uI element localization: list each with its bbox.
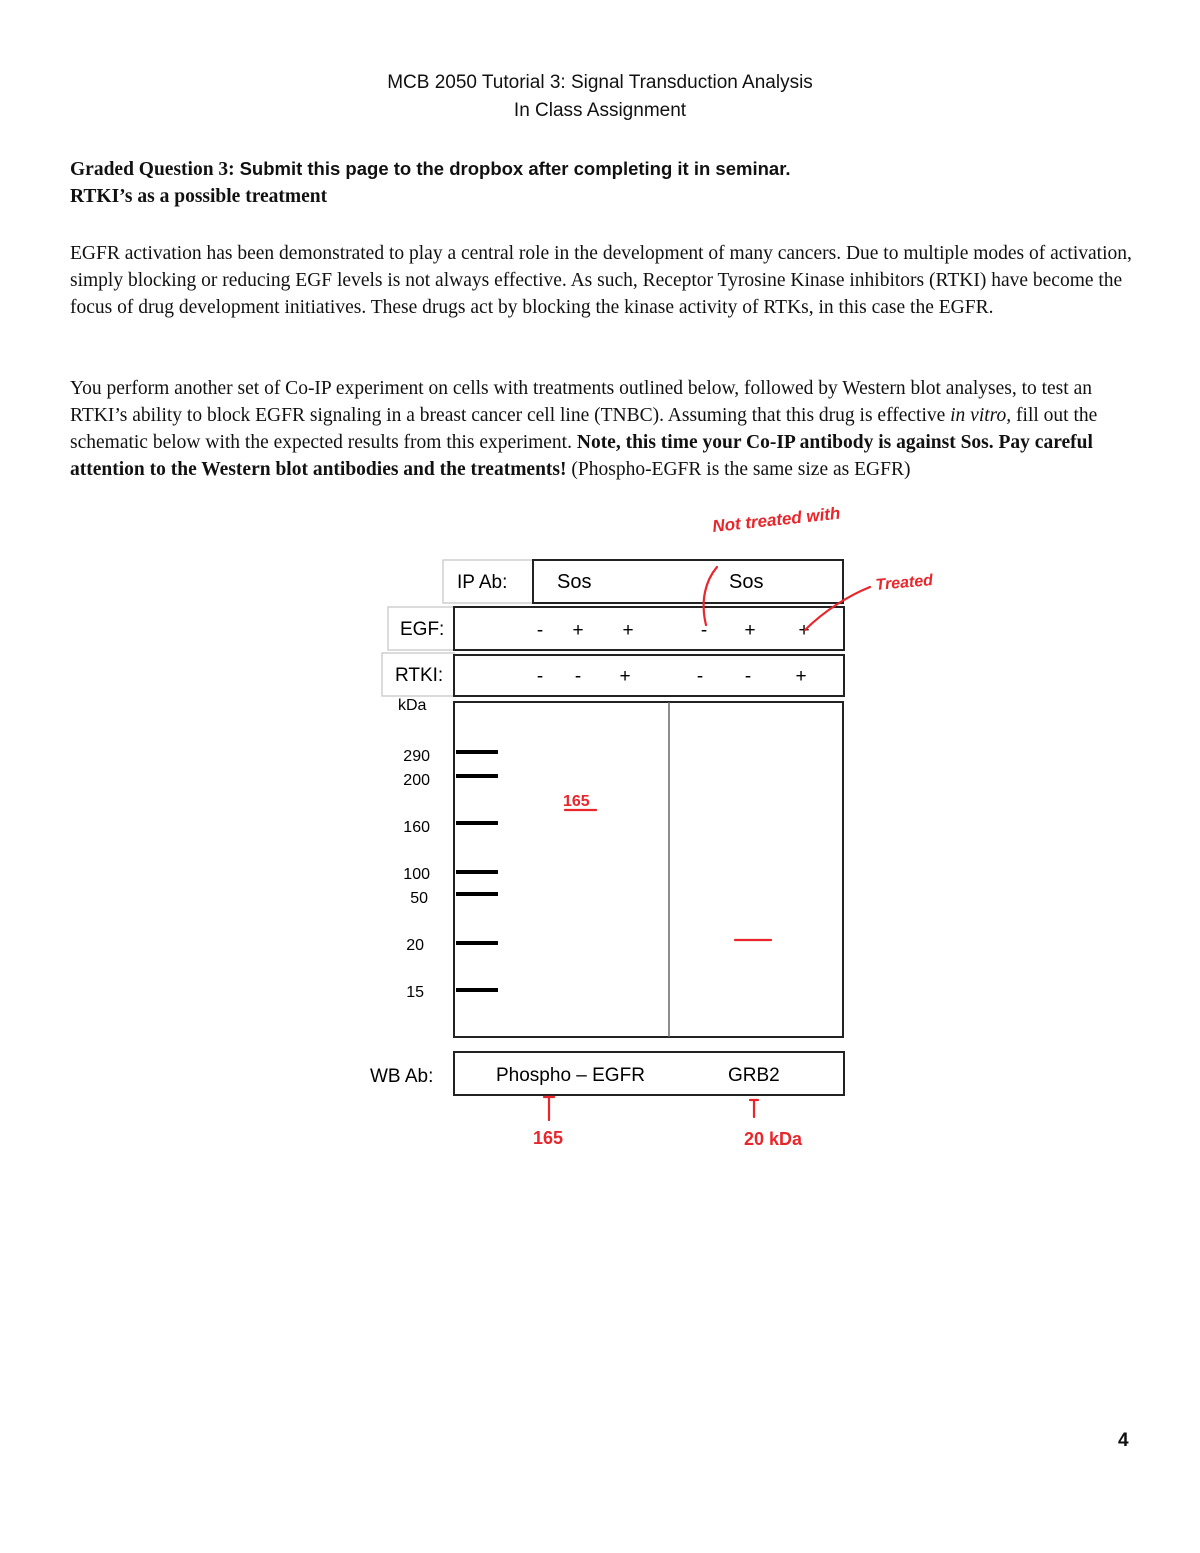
egf-lane-6: + <box>798 620 810 641</box>
ip-value-right: Sos <box>729 571 764 593</box>
egf-lane-2: + <box>572 620 584 641</box>
marker-label-15: 15 <box>406 984 424 1001</box>
rtki-lane-4: - <box>696 666 704 687</box>
rtki-label: RTKI: <box>395 665 444 686</box>
note-not-treated: Not treated with <box>711 503 842 536</box>
question-instruction: Submit this page to the dropbox after completing it in seminar. <box>239 158 791 179</box>
experiment-note: Note, this time your Co-IP antibody is against Sos. Pay careful attention to the Western blot antibodies and the treatments! <box>70 432 1093 480</box>
blot-membrane <box>454 702 843 1037</box>
marker-label-290: 290 <box>403 748 430 765</box>
arrow-left-wb <box>544 1097 554 1120</box>
ip-value-left: Sos <box>557 571 592 593</box>
note-blot-165: 165 <box>563 793 590 810</box>
egf-values-box <box>454 607 844 650</box>
rtki-lane-5: - <box>744 666 752 687</box>
question-topic: RTKI’s as a possible treatment <box>70 186 328 207</box>
arrow-right-wb <box>750 1100 758 1117</box>
page-number: 4 <box>1118 1430 1129 1451</box>
egf-lane-3: + <box>622 620 634 641</box>
experiment-text-3: (Phospho-EGFR is the same size as EGFR) <box>566 459 911 480</box>
rtki-values-box <box>454 655 844 696</box>
experiment-text-1: You perform another set of Co-IP experiment on cells with treatments outlined below, followed by Western blot analyses, to test an RTKI’s ability to block EGFR signaling in a breast cancer cell line (TNBC). Assuming that this drug is effective <box>70 378 1092 426</box>
rtki-lane-1: - <box>536 666 544 687</box>
egf-lane-5: + <box>744 620 756 641</box>
wb-label: WB Ab: <box>370 1066 434 1087</box>
wb-value-left: Phospho – EGFR <box>496 1065 645 1086</box>
egf-label: EGF: <box>400 619 445 640</box>
ip-label: IP Ab: <box>457 572 508 593</box>
experiment-text-2: fill out the schematic below with the expected results from this experiment. <box>70 405 1098 453</box>
egf-lane-1: - <box>536 620 544 641</box>
rtki-lane-2: - <box>574 666 582 687</box>
marker-label-20: 20 <box>406 937 424 954</box>
marker-label-160: 160 <box>403 819 430 836</box>
kda-label: kDa <box>398 697 427 714</box>
paragraph-intro: EGFR activation has been demonstrated to play a central role in the development of many cancers. Due to multiple modes of activation, simply blocking or reducing EGF levels is not always effective. As such, Receptor Tyrosine Kinase inhibitors (RTKI) have become the focus of drug development initiatives. These drugs act by blocking the kinase activity of RTKs, in this case the EGFR. <box>70 243 1132 318</box>
page-title: MCB 2050 Tutorial 3: Signal Transduction Analysis <box>387 72 813 93</box>
egf-lane-4: - <box>700 620 708 641</box>
note-treated: Treated <box>874 572 934 594</box>
marker-label-100: 100 <box>403 866 430 883</box>
marker-label-200: 200 <box>403 772 430 789</box>
wb-value-right: GRB2 <box>728 1065 780 1086</box>
page-subtitle: In Class Assignment <box>513 100 687 121</box>
rtki-lane-3: + <box>619 666 631 687</box>
rtki-lane-6: + <box>795 666 807 687</box>
note-below-right: 20 kDa <box>744 1129 803 1149</box>
question-label: Graded Question 3: <box>70 159 235 180</box>
marker-label-50: 50 <box>410 890 428 907</box>
note-below-left: 165 <box>533 1128 564 1148</box>
experiment-italic: in vitro, <box>950 405 1012 426</box>
